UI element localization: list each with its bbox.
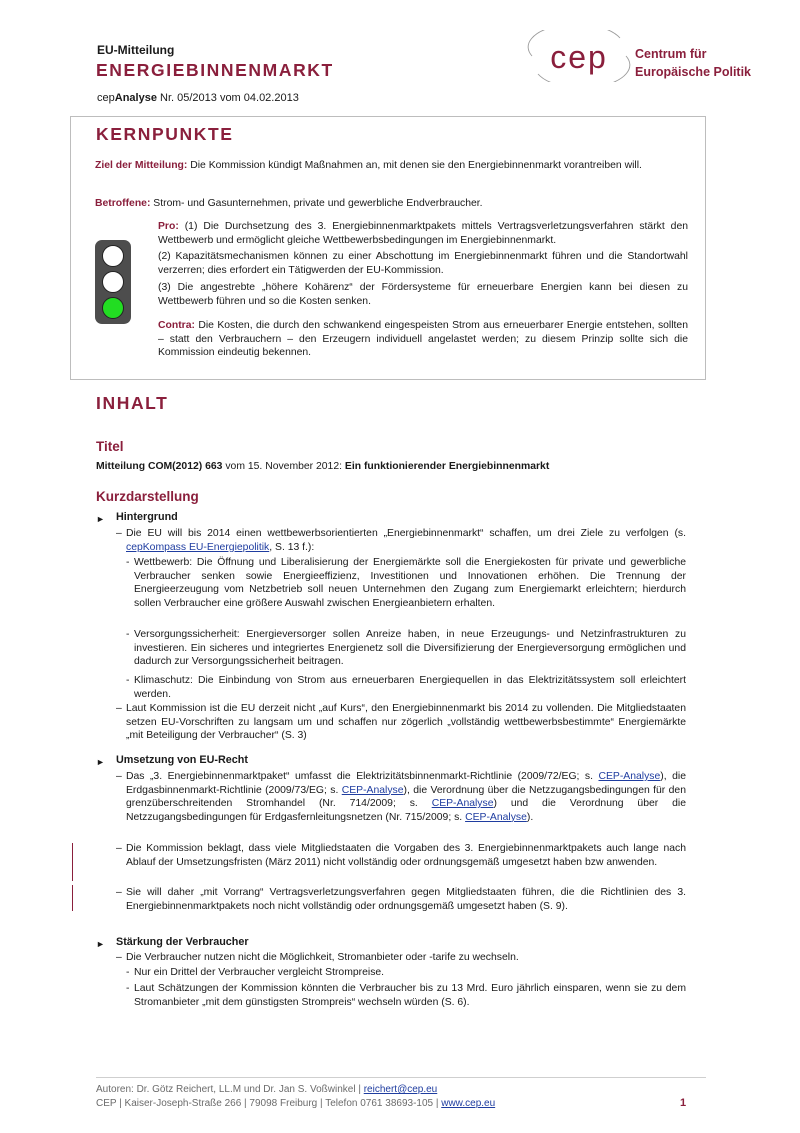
impl-text-b: ), die Erdgasbinnenmarkt-Richtlinie (2009/73/EG; s. [126, 771, 686, 796]
traffic-light-icon [95, 240, 131, 324]
section-background-title: Hintergrund [116, 511, 178, 523]
footer-authors-text: Autoren: Dr. Götz Reichert, LL.M und Dr. Jan S. Voßwinkel | [96, 1084, 364, 1095]
contra-label: Contra: [158, 320, 195, 331]
author-email-link[interactable]: reichert@cep.eu [363, 1084, 438, 1095]
background-bullet-competition: Wettbewerb: Die Öffnung und Liberalisierung der Energiemärkte soll die Energiekosten für private und gewerbliche Verbraucher senken sowie Energieeffizienz, Investitionen und Innovationen erhöhen. Die Trennung der Energieerzeugung vom Netzbetrieb soll neuen Unternehmen den Zugang zum Energiemarkt erleichtern; hierdurch sollen Verbraucher eine größere Auswahl zwischen Energieanbietern erhalten. [134, 557, 686, 609]
dot-marker: - [126, 629, 130, 640]
dash-marker: – [116, 771, 122, 782]
footer-authors [96, 1083, 437, 1097]
document-type: EU-Mitteilung [97, 43, 175, 57]
impl-text-e: ). [526, 811, 534, 823]
title-name: Ein funktionierender Energiebinnenmarkt [344, 461, 550, 472]
cep-analyse-link-4[interactable]: CEP-Analyse [465, 811, 527, 823]
title-date: vom 15. November 2012: [222, 461, 345, 472]
organization-name [635, 45, 751, 81]
dash-marker: – [116, 887, 122, 898]
footer-address [96, 1097, 495, 1111]
summary-heading: Kurzdarstellung [96, 489, 199, 504]
key-points-title: KERNPUNKTE [96, 124, 234, 144]
traffic-light-green-lamp [102, 297, 124, 319]
background-bullet-security: Versorgungssicherheit: Energieversorger sollen Anreize haben, in neue Erzeugungs- und Netzinfrastrukturen zu investieren. Ein sicheres und integriertes Energienetz soll die Diversifizierung der Energieversorgung ermöglichen und dadurch zur Versorgungssicherheit beitragen. [134, 629, 686, 668]
consumers-paragraph-1: Die Verbraucher nutzen nicht die Möglichkeit, Stromanbieter oder -tarife zu wechseln. [126, 952, 519, 963]
ref-bold: Analyse [114, 92, 157, 104]
contents-title: INHALT [96, 393, 169, 413]
dash-marker: – [116, 952, 122, 963]
background-p1-text-b: , S. 13 f.): [269, 541, 315, 553]
ref-rest: Nr. 05/2013 vom 04.02.2013 [156, 92, 299, 104]
dot-marker: - [126, 557, 130, 568]
cep-kompass-link[interactable]: cepKompass EU-Energiepolitik [126, 541, 270, 553]
document-title: ENERGIEBINNENMARKT [96, 60, 334, 80]
traffic-light-top-lamp [102, 245, 124, 267]
implementation-paragraph-2: Die Kommission beklagt, dass viele Mitgliedstaaten die Vorgaben des 3. Energiebinnenmarktpakets auch lange nach Ablauf der Umsetzungsfristen (März 2011) nicht vollständig oder ordnungsgemäß umgesetzt haben bzw anwenden. [126, 843, 686, 868]
pro-point-3: (3) Die angestrebte „höhere Kohärenz“ der Fördersysteme für erneuerbare Energien kann bei diesen zu Wettbewerb führen und so die Kosten senken. [158, 282, 688, 307]
impl-text-d: ) und die Verordnung über die Netzzugangsbedingungen für Erdgasfernleitungsnetzen (Nr. 715/2009; s. [126, 798, 686, 823]
dash-marker: – [116, 843, 122, 854]
dash-marker: – [116, 703, 122, 714]
bullet-arrow-icon: ► [96, 757, 105, 767]
affected-label: Betroffene: [95, 198, 151, 209]
contra-text: Die Kosten, die durch den schwankend eingespeisten Strom aus erneuerbarer Energie entstehen, sollten – statt den Verbrauchern – den Erzeugern individuell angelastet werden; zu diesem Prinzip sollte sich die Kommission eindeutig bekennen. [158, 320, 688, 359]
revision-bar [72, 885, 73, 911]
affected-paragraph [95, 197, 687, 211]
title-line [96, 460, 549, 474]
document-reference [97, 92, 299, 106]
consumers-bullet-compare: Nur ein Drittel der Verbraucher vergleicht Strompreise. [134, 967, 385, 978]
pro-label: Pro: [158, 221, 179, 232]
impl-text-c: ), die Verordnung über die Netzzugangsbedingungen für den grenzüberschreitenden Stromhandel (Nr. 714/2009; s. [126, 784, 686, 810]
cep-analyse-link-1[interactable]: CEP-Analyse [598, 771, 661, 782]
website-link[interactable]: www.cep.eu [441, 1098, 496, 1109]
contra-paragraph [158, 319, 688, 360]
implementation-paragraph-1 [126, 770, 686, 824]
goal-paragraph [95, 159, 687, 173]
dot-marker: - [126, 983, 130, 994]
logo-text: cep [550, 39, 608, 75]
traffic-light-middle-lamp [102, 271, 124, 293]
background-p1-text-a: Die EU will bis 2014 einen wettbewerbsorientierten „Energiebinnenmarkt“ schaffen, um drei Ziele zu verfolgen (s. [126, 528, 686, 539]
pro-point-1: (1) Die Durchsetzung des 3. Energiebinnenmarktpakets mittels Vertragsverletzungsverfahren stärkt den Wettbewerb und ermöglicht gleiche Wettbewerbsbedingungen im Energiebinnenmarkt. [158, 221, 688, 246]
cep-analyse-link-3[interactable]: CEP-Analyse [431, 798, 494, 810]
section-consumers-title: Stärkung der Verbraucher [116, 936, 249, 948]
section-implementation-title: Umsetzung von EU-Recht [116, 754, 248, 766]
cep-logo [524, 30, 634, 82]
dash-marker: – [116, 528, 122, 539]
dot-marker: - [126, 675, 130, 686]
footer-divider [96, 1077, 706, 1078]
goal-label: Ziel der Mitteilung: [95, 160, 188, 171]
pro-paragraph [158, 220, 688, 247]
org-name-line2: Europäische Politik [635, 65, 752, 79]
implementation-paragraph-3: Sie will daher „mit Vorrang“ Vertragsverletzungsverfahren gegen Mitgliedstaaten führen, die die Richtlinien des 3. Energiebinnenmarktpakets noch nicht vollständig oder ordnungsgemäß umgesetzt haben (S. 9). [126, 887, 686, 912]
affected-text: Strom- und Gasunternehmen, private und gewerbliche Endverbraucher. [150, 198, 483, 209]
background-paragraph-2: Laut Kommission ist die EU derzeit nicht „auf Kurs“, den Energiebinnenmarkt bis 2014 zu vollenden. Die Mitgliedstaaten setzen EU-Vorschriften zu langsam um und schaffen nur zögerlich „vollständig wettbewerbsbestimmte“ Energiemärkte „mit Beteiligung der Verbraucher“ (S. 3) [126, 703, 686, 742]
goal-text: Die Kommission kündigt Maßnahmen an, mit denen sie den Energiebinnenmarkt vorantreiben will. [187, 160, 642, 171]
pro-point-2: (2) Kapazitätsmechanismen können zu einer Abschottung im Energiebinnenmarkt führen und die Standortwahl verzerren; dies erfordert ein Tätigwerden der EU-Kommission. [158, 251, 688, 276]
title-heading: Titel [96, 439, 124, 454]
bullet-arrow-icon: ► [96, 939, 105, 949]
revision-bar [72, 843, 73, 881]
background-paragraph-1 [126, 527, 686, 554]
footer-address-text: CEP | Kaiser-Joseph-Straße 266 | 79098 Freiburg | Telefon 0761 38693-105 | [96, 1098, 442, 1109]
bullet-arrow-icon: ► [96, 514, 105, 524]
cep-analyse-link-2[interactable]: CEP-Analyse [341, 784, 404, 796]
page-number: 1 [680, 1097, 687, 1109]
dot-marker: - [126, 967, 130, 978]
background-bullet-climate: Klimaschutz: Die Einbindung von Strom aus erneuerbaren Energiequellen in das Elektrizitätssystem soll erleichtert werden. [134, 675, 686, 700]
org-name-line1: Centrum für [635, 47, 707, 61]
consumers-bullet-savings: Laut Schätzungen der Kommission könnten die Verbraucher bis zu 13 Mrd. Euro jährlich einsparen, wenn sie zu dem Stromanbieter „mit dem günstigsten Strompreis“ wechseln würden (S. 6). [134, 983, 686, 1008]
ref-prefix: cep [97, 92, 115, 104]
title-ref: Mitteilung COM(2012) 663 [96, 461, 223, 472]
impl-text-a: Das „3. Energiebinnenmarktpaket“ umfasst die Elektrizitätsbinnenmarkt-Richtlinie (2009/72/EG; s. [126, 771, 599, 782]
